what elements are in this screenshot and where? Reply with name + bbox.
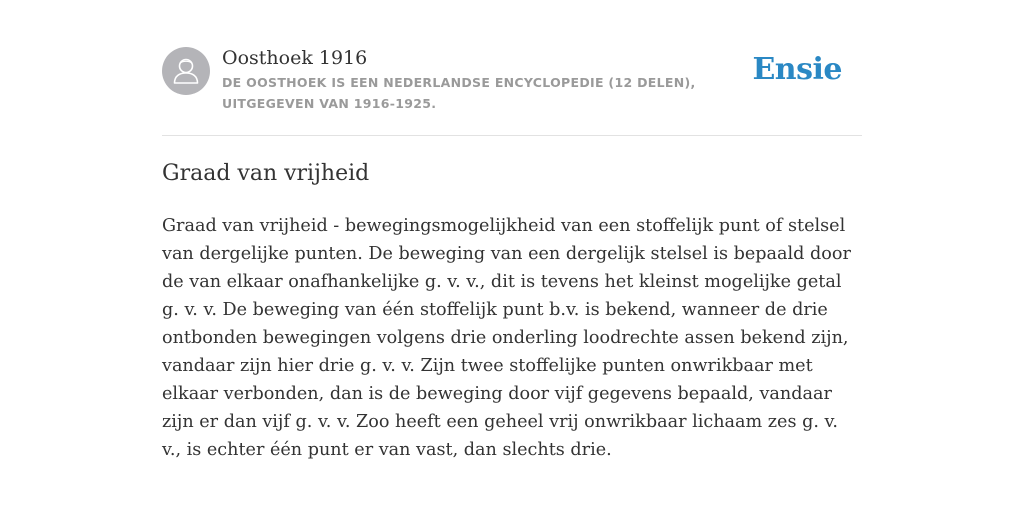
header-divider [162, 135, 862, 136]
author-name[interactable]: Oosthoek 1916 [222, 47, 368, 69]
author-header [162, 46, 862, 136]
article-body: Graad van vrijheid - bewegingsmogelijkheid van een stoffelijk punt of stelsel van dergelijke punten. De beweging van een dergelijk stelsel is bepaald door de van elkaar onafhankelijke g. v. v., dit is tevens het kleinst mogelijke getal g. v. v. De beweging van één stoffelijk punt b.v. is bekend, wanneer de drie ontbonden bewegingen volgens drie onderling loodrechte assen bekend zijn, vandaar zijn hier drie g. v. v. Zijn twee stoffelijke punten onwrikbaar met elkaar verbonden, dan is de beweging door vijf gegevens bepaald, vandaar zijn er dan vijf g. v. v. Zoo heeft een geheel vrij onwrikbaar lichaam zes g. v. v., is echter één punt er van vast, dan slechts drie. [162, 216, 851, 460]
author-description: DE OOSTHOEK IS EEN NEDERLANDSE ENCYCLOPEDIE (12 DELEN), UITGEGEVEN VAN 1916-1925. [222, 75, 696, 111]
author-avatar[interactable] [162, 47, 210, 95]
article-title: Graad van vrijheid [162, 161, 370, 186]
ensie-logo[interactable]: Ensie [752, 52, 842, 87]
user-silhouette-icon [162, 47, 210, 95]
